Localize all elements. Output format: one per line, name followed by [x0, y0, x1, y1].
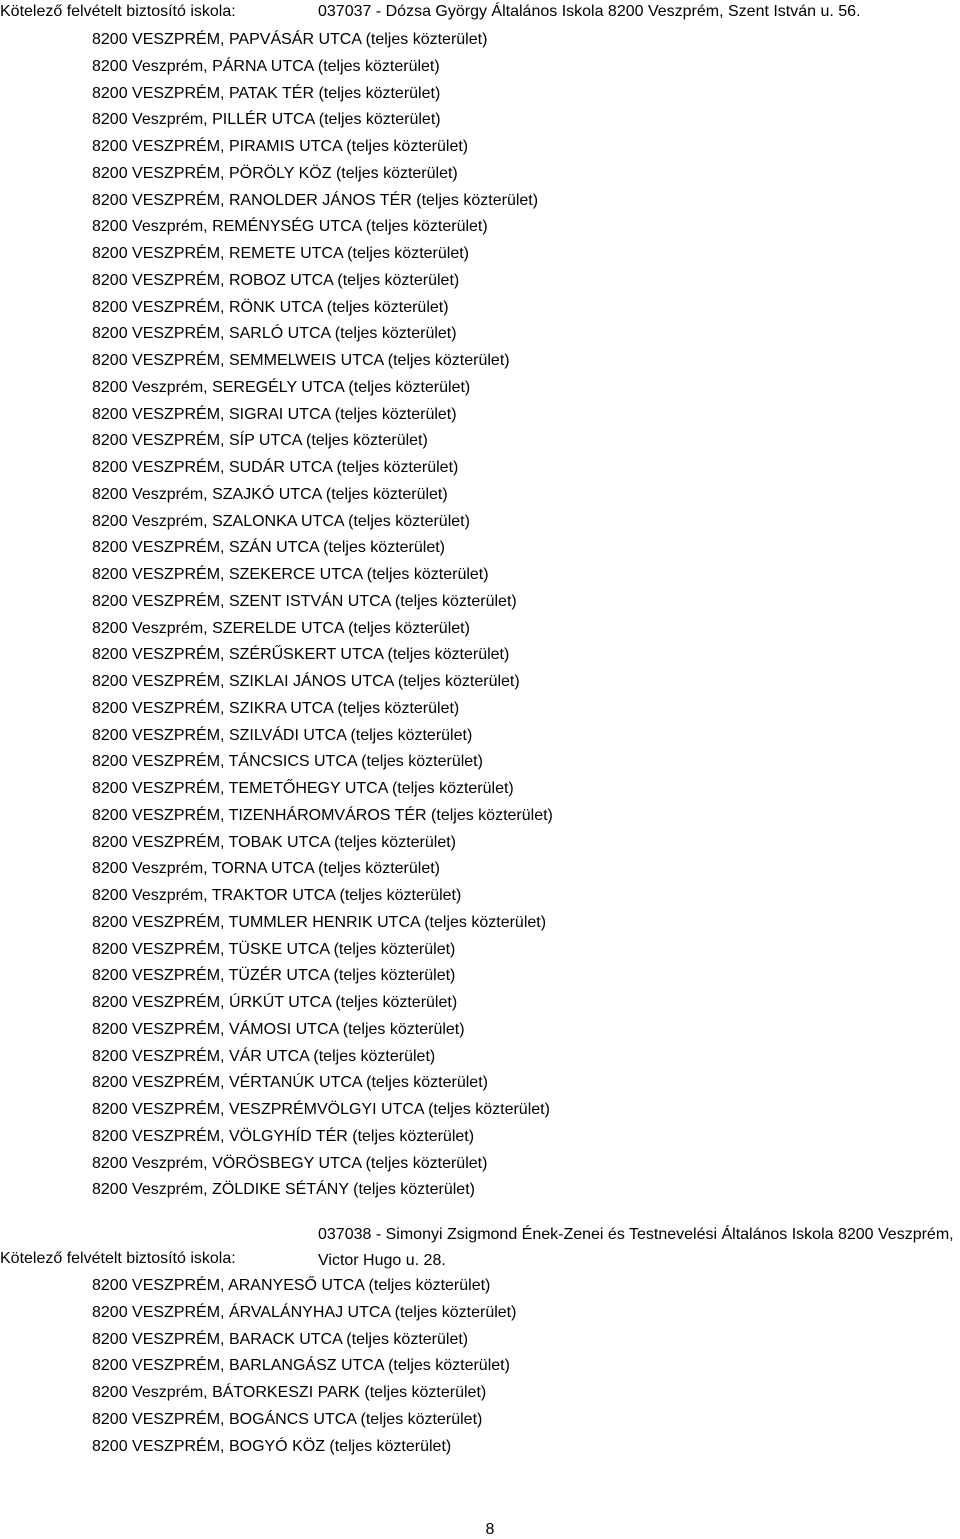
street-item: 8200 VESZPRÉM, SZENT ISTVÁN UTCA (teljes közterület) [92, 592, 517, 610]
street-item: 8200 VESZPRÉM, REMETE UTCA (teljes közterület) [92, 245, 469, 262]
street-item: 8200 VESZPRÉM, SZEKERCE UTCA (teljes közterület) [92, 566, 489, 583]
street-item: 8200 VESZPRÉM, RÖNK UTCA (teljes közterület) [92, 298, 449, 316]
street-list-2 [92, 1276, 516, 1463]
street-item: 8200 Veszprém, PILLÉR UTCA (teljes közterület) [92, 111, 441, 129]
street-item: 8200 VESZPRÉM, TÜZÉR UTCA (teljes közterület) [92, 967, 456, 985]
street-item: 8200 VESZPRÉM, SIGRAI UTCA (teljes közterület) [92, 405, 457, 423]
street-item: 8200 Veszprém, TRAKTOR UTCA (teljes közterület) [92, 887, 462, 904]
street-item: 8200 VESZPRÉM, PAPVÁSÁR UTCA (teljes közterület) [92, 31, 488, 48]
street-item: 8200 VESZPRÉM, PIRAMIS UTCA (teljes közterület) [92, 138, 469, 155]
street-item: 8200 VESZPRÉM, TUMMLER HENRIK UTCA (teljes közterület) [92, 913, 547, 931]
street-item: 8200 Veszprém, BÁTORKESZI PARK (teljes közterület) [92, 1384, 487, 1401]
street-item: 8200 VESZPRÉM, TOBAK UTCA (teljes közterület) [92, 833, 456, 851]
street-item: 8200 VESZPRÉM, ÁRVALÁNYHAJ UTCA (teljes közterület) [92, 1303, 517, 1321]
street-item: 8200 VESZPRÉM, SZÉRŰSKERT UTCA (teljes közterület) [92, 646, 510, 664]
street-item: 8200 VESZPRÉM, TIZENHÁROMVÁROS TÉR (teljes közterület) [92, 806, 553, 824]
street-item: 8200 VESZPRÉM, SZIKLAI JÁNOS UTCA (teljes közterület) [92, 673, 520, 690]
street-item: 8200 VESZPRÉM, VÁR UTCA (teljes közterület) [92, 1047, 436, 1065]
street-item: 8200 VESZPRÉM, RANOLDER JÁNOS TÉR (teljes közterület) [92, 191, 539, 209]
street-item: 8200 Veszprém, PÁRNA UTCA (teljes közterület) [92, 57, 440, 75]
street-item: 8200 VESZPRÉM, SÍP UTCA (teljes közterület) [92, 432, 428, 450]
street-item: 8200 VESZPRÉM, VESZPRÉMVÖLGYI UTCA (teljes közterület) [92, 1101, 550, 1118]
street-item: 8200 VESZPRÉM, BOGÁNCS UTCA (teljes közterület) [92, 1410, 483, 1428]
street-item: 8200 Veszprém, SZERELDE UTCA (teljes közterület) [92, 619, 470, 637]
page-number: 8 [485, 1521, 495, 1538]
street-item: 8200 VESZPRÉM, SARLÓ UTCA (teljes közterület) [92, 325, 457, 343]
street-item: 8200 VESZPRÉM, ÚRKÚT UTCA (teljes közterület) [92, 994, 458, 1011]
street-item: 8200 VESZPRÉM, TÜSKE UTCA (teljes közterület) [92, 940, 456, 958]
street-item: 8200 VESZPRÉM, SZIKRA UTCA (teljes közterület) [92, 699, 460, 717]
street-item: 8200 VESZPRÉM, PATAK TÉR (teljes közterület) [92, 84, 441, 102]
street-list-1 [92, 30, 553, 1207]
street-item: 8200 Veszprém, SZAJKÓ UTCA (teljes közterület) [92, 485, 448, 503]
street-item: 8200 VESZPRÉM, BARLANGÁSZ UTCA (teljes közterület) [92, 1357, 510, 1375]
street-item: 8200 VESZPRÉM, VÁMOSI UTCA (teljes közterület) [92, 1020, 465, 1038]
street-item: 8200 Veszprém, ZÖLDIKE SÉTÁNY (teljes közterület) [92, 1181, 475, 1199]
street-item: 8200 VESZPRÉM, BOGYÓ KÖZ (teljes közterület) [92, 1437, 452, 1455]
street-item: 8200 VESZPRÉM, VÖLGYHÍD TÉR (teljes közterület) [92, 1127, 475, 1145]
school-label-1: Kötelező felvételt biztosító iskola: [0, 3, 236, 20]
street-item: 8200 VESZPRÉM, ROBOZ UTCA (teljes közterület) [92, 271, 460, 289]
street-item: 8200 VESZPRÉM, PÖRÖLY KÖZ (teljes közterület) [92, 164, 458, 182]
street-item: 8200 VESZPRÉM, SZÁN UTCA (teljes közterület) [92, 539, 445, 557]
street-item: 8200 VESZPRÉM, SEMMELWEIS UTCA (teljes közterület) [92, 352, 510, 369]
street-item: 8200 Veszprém, REMÉNYSÉG UTCA (teljes közterület) [92, 218, 488, 236]
street-item: 8200 Veszprém, SEREGÉLY UTCA (teljes közterület) [92, 378, 471, 396]
street-item: 8200 VESZPRÉM, ARANYESŐ UTCA (teljes közterület) [92, 1277, 491, 1294]
street-item: 8200 Veszprém, SZALONKA UTCA (teljes közterület) [92, 512, 470, 530]
school-name-2: 037038 - Simonyi Zsigmond Ének-Zenei és Testnevelési Általános Iskola 8200 Veszprém, Victor Hugo u. 28. [318, 1226, 954, 1269]
street-item: 8200 VESZPRÉM, BARACK UTCA (teljes közterület) [92, 1330, 469, 1348]
street-item: 8200 Veszprém, VÖRÖSBEGY UTCA (teljes közterület) [92, 1154, 488, 1172]
school-label-2: Kötelező felvételt biztosító iskola: [0, 1250, 236, 1267]
school-name-1: 037037 - Dózsa György Általános Iskola 8200 Veszprém, Szent István u. 56. [318, 3, 861, 20]
street-item: 8200 VESZPRÉM, TÁNCSICS UTCA (teljes közterület) [92, 753, 483, 771]
street-item: 8200 VESZPRÉM, TEMETŐHEGY UTCA (teljes közterület) [92, 780, 514, 797]
street-item: 8200 Veszprém, TORNA UTCA (teljes közterület) [92, 860, 440, 878]
street-item: 8200 VESZPRÉM, SUDÁR UTCA (teljes közterület) [92, 459, 459, 476]
street-item: 8200 VESZPRÉM, VÉRTANÚK UTCA (teljes közterület) [92, 1074, 488, 1092]
street-item: 8200 VESZPRÉM, SZILVÁDI UTCA (teljes közterület) [92, 726, 473, 744]
